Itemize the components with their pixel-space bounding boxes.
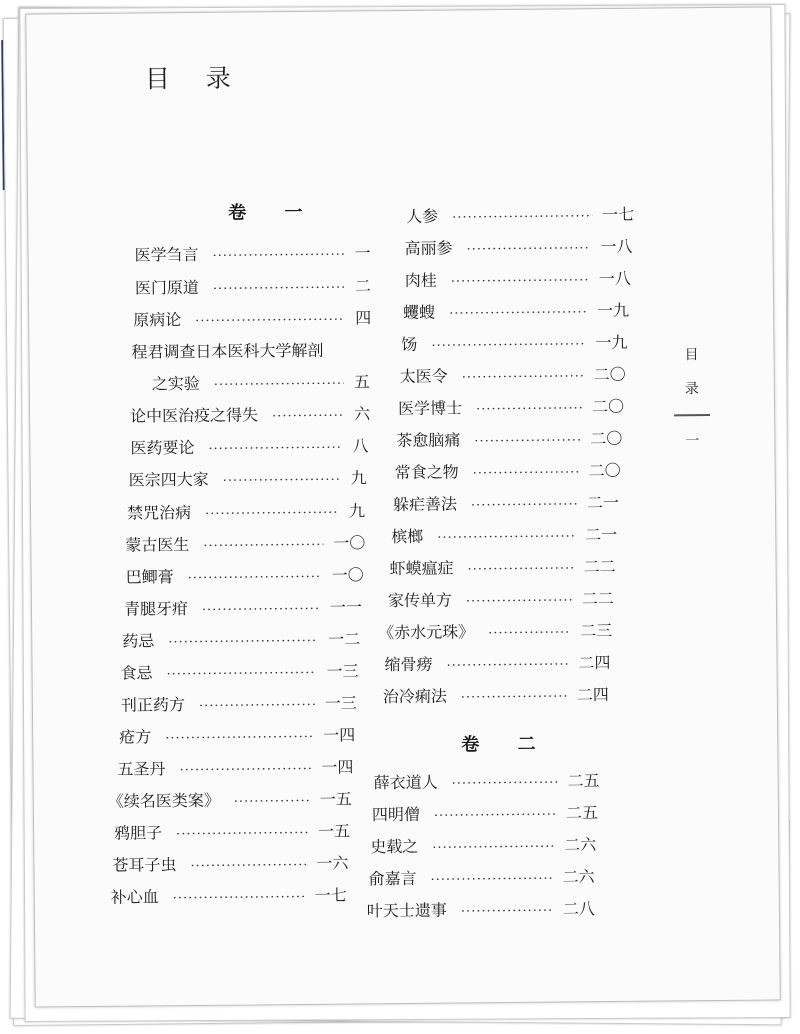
leader-dots: [446, 655, 568, 676]
toc-entry-title: 人参: [406, 206, 439, 226]
leader-dots: [461, 902, 553, 923]
toc-entry-page: 一六: [316, 853, 349, 873]
toc-entry-title: 刊正药方: [120, 695, 185, 715]
toc-entry-title: 五圣丹: [117, 759, 166, 779]
leader-dots: [190, 856, 306, 877]
toc-entry: [129, 468, 367, 492]
toc-entry: [403, 301, 629, 325]
toc-entry: [111, 886, 347, 910]
toc-entry-title: 鸦胆子: [114, 823, 163, 843]
leader-dots: [165, 728, 313, 749]
leader-dots: [173, 888, 305, 909]
toc-entry-title: 槟榔: [391, 526, 424, 547]
toc-entry-title: 家传单方: [387, 590, 453, 611]
toc-entry-title: 太医令: [399, 366, 448, 387]
toc-entry-page: 二六: [564, 835, 597, 855]
toc-entry-page: 二五: [567, 771, 600, 791]
volume-2-heading: 卷 二: [461, 733, 552, 756]
leader-dots: [434, 806, 556, 827]
toc-entry-page: 一二: [328, 629, 361, 649]
toc-entry-title: 蠼螋: [403, 302, 436, 322]
toc-entry-page: 一九: [595, 332, 628, 353]
toc-entry-title: 补心血: [110, 887, 159, 907]
side-header-char: 录: [684, 381, 699, 398]
toc-entry-page: 一七: [314, 885, 347, 905]
toc-entry-title: 《赤水元珠》: [378, 622, 475, 643]
toc-entry-title: 医宗四大家: [128, 469, 209, 490]
toc-entry: [133, 308, 371, 332]
toc-entry-page: 一九: [597, 300, 630, 321]
toc-entry: [383, 685, 609, 709]
toc-entry-page: 一五: [318, 821, 351, 841]
toc-entry: [130, 436, 368, 460]
toc-entry-page: 一四: [321, 757, 354, 777]
toc-entry-page: 一三: [326, 661, 359, 681]
toc-entry-title: 禁咒治病: [126, 503, 192, 523]
toc-entry-title: 高丽参: [404, 238, 453, 258]
leader-dots: [474, 431, 580, 452]
toc-entry-title: 程君调查日本医科大学解剖: [131, 340, 324, 362]
toc-entry-title: 叶天士遗事: [366, 900, 447, 921]
toc-entry-title: 史载之: [370, 836, 419, 857]
toc-entry-title: 巴鲫膏: [125, 567, 174, 587]
side-header-char: 目: [684, 347, 699, 364]
toc-entry-page: 一一: [329, 597, 363, 617]
toc-entry: [117, 757, 353, 781]
toc-entry-page: 四: [355, 308, 372, 328]
toc-entry-title: 医学刍言: [134, 244, 199, 265]
toc-entry-title: 四明僧: [371, 804, 421, 825]
toc-entry: [378, 621, 612, 645]
toc-entry: [372, 803, 598, 827]
toc-entry: [108, 790, 352, 814]
side-running-header: [679, 344, 704, 464]
toc-entry-page: 六: [353, 404, 371, 424]
leader-dots: [473, 463, 579, 484]
toc-entry-page: 一八: [600, 236, 633, 257]
toc-entry-page: 八: [352, 436, 369, 456]
toc-entry: [391, 525, 617, 549]
toc-entry: [130, 404, 370, 428]
toc-entry-title: 治冷痢法: [382, 686, 447, 707]
toc-entry-page: 一〇: [331, 565, 364, 585]
toc-entry: [152, 372, 370, 396]
toc-entry: [370, 835, 596, 859]
toc-entry-page: 一三: [324, 693, 357, 713]
toc-entry: [367, 899, 595, 923]
toc-entry-page: 二〇: [591, 396, 625, 417]
toc-entry-title: 药忌: [122, 631, 155, 651]
toc-entry-page: 一七: [602, 204, 635, 225]
leader-dots: [203, 536, 323, 557]
leader-dots: [476, 399, 582, 420]
toc-entry-title: 原病论: [133, 310, 182, 330]
toc-entry: [134, 243, 370, 267]
leader-dots: [431, 335, 585, 356]
toc-entry: [124, 597, 362, 621]
toc-entry-page: 一四: [323, 725, 356, 745]
toc-entry: [400, 365, 626, 389]
toc-entry-page: 二二: [583, 556, 616, 577]
leader-dots: [449, 303, 587, 324]
toc-entry-page: 二六: [562, 867, 595, 887]
toc-entry: [131, 341, 323, 363]
leader-dots: [437, 527, 575, 548]
leader-dots: [195, 311, 345, 332]
toc-entry-title: 缩骨痨: [384, 654, 433, 675]
leader-dots: [176, 824, 308, 845]
leader-dots: [234, 792, 310, 813]
leader-dots: [214, 375, 344, 396]
toc-entry-title: 医药要论: [130, 437, 195, 458]
leader-dots: [179, 760, 311, 781]
toc-entry-page: 九: [348, 501, 366, 521]
toc-entry: [119, 725, 355, 749]
toc-entry: [114, 822, 350, 846]
toc-entry-page: 二八: [562, 899, 595, 919]
toc-entry: [125, 533, 365, 557]
toc-entry-page: 二〇: [590, 428, 623, 449]
toc-entry-page: 一五: [319, 789, 352, 809]
leader-dots: [205, 504, 339, 525]
toc-entry-page: 二〇: [593, 364, 626, 385]
leader-dots: [202, 600, 320, 621]
toc-entry: [112, 854, 348, 878]
toc-entry-page: 一: [354, 243, 371, 263]
leader-dots: [223, 471, 341, 492]
leader-dots: [213, 246, 345, 267]
toc-entry: [389, 557, 615, 581]
toc-entry: [122, 629, 360, 653]
toc-page: [25, 6, 781, 1007]
leader-dots: [471, 495, 577, 516]
leader-dots: [188, 568, 322, 589]
toc-entry-title: 食忌: [120, 663, 153, 683]
toc-entry-title: 疮方: [119, 727, 152, 747]
leader-dots: [208, 439, 342, 460]
leader-dots: [168, 632, 318, 653]
leader-dots: [488, 623, 570, 644]
toc-entry: [404, 237, 632, 261]
toc-entry: [401, 333, 627, 357]
toc-entry-title: 虾蟆瘟症: [389, 558, 454, 579]
toc-entry-title: 躲疟善法: [392, 494, 458, 515]
toc-entry-title: 肉桂: [404, 270, 437, 290]
toc-entry-title: 医学博士: [397, 398, 463, 419]
toc-entry-title: 薛衣道人: [373, 772, 438, 793]
toc-entry-title: 医门原道: [134, 277, 199, 298]
leader-dots: [462, 367, 584, 388]
toc-entry-page: 二三: [580, 620, 613, 641]
toc-entry-title: 饧: [401, 334, 418, 355]
toc-entry: [398, 397, 624, 421]
toc-entry: [406, 205, 634, 229]
toc-entry-page: 二四: [576, 685, 609, 705]
toc-entry-page: 二一: [586, 492, 620, 513]
toc-entry: [384, 653, 610, 677]
leader-dots: [431, 870, 553, 891]
leader-dots: [452, 774, 558, 795]
side-page-number: 一: [685, 433, 700, 450]
leader-dots: [199, 696, 315, 717]
leader-dots: [432, 838, 554, 859]
leader-dots: [466, 591, 572, 612]
toc-entry-title: 青腿牙疳: [123, 599, 189, 619]
toc-entry-page: 二五: [565, 803, 599, 823]
leader-dots: [466, 239, 590, 260]
toc-entry-title: 《续名医类案》: [107, 790, 220, 811]
toc-entry: [396, 429, 622, 453]
toc-entry-page: 二〇: [588, 460, 621, 481]
toc-entry-page: 二四: [578, 653, 611, 673]
toc-entry-page: 一八: [598, 268, 631, 289]
leader-dots: [468, 559, 574, 580]
toc-entry-title: 蒙古医生: [125, 535, 190, 555]
leader-dots: [452, 207, 592, 228]
toc-entry-page: 二: [354, 276, 371, 296]
toc-entry: [135, 276, 371, 300]
toc-entry: [120, 661, 358, 685]
toc-entry: [388, 589, 614, 613]
toc-entry-page: 九: [350, 468, 367, 488]
toc-entry-page: 五: [353, 372, 370, 392]
toc-entry: [121, 693, 357, 717]
toc-entry: [395, 461, 621, 485]
leader-dots: [451, 271, 589, 292]
volume-1-heading: 卷 一: [228, 201, 319, 224]
toc-entry-page: 二一: [585, 524, 618, 545]
leader-dots: [213, 279, 345, 300]
toc-entry: [368, 867, 594, 891]
toc-entry: [127, 501, 365, 525]
leader-dots: [167, 664, 317, 685]
toc-entry-title: 茶愈脑痛: [396, 430, 461, 451]
toc-entry-title: 俞嘉言: [368, 868, 417, 889]
toc-entry: [374, 771, 600, 795]
toc-entry-title: 之实验: [151, 373, 200, 394]
toc-entry-page: 一〇: [333, 533, 366, 553]
toc-entry: [126, 565, 364, 589]
side-header-rule: [674, 414, 710, 416]
toc-entry-title: 论中医治疫之得失: [130, 405, 259, 426]
toc-entry-page: 二二: [581, 588, 614, 609]
toc-entry-title: 常食之物: [394, 462, 459, 483]
toc-entry-title: 苍耳子虫: [112, 855, 177, 875]
toc-entry: [393, 493, 619, 517]
page-title: 目 录: [144, 63, 245, 94]
leader-dots: [272, 407, 344, 428]
toc-entry: [405, 269, 631, 293]
leader-dots: [461, 687, 567, 708]
